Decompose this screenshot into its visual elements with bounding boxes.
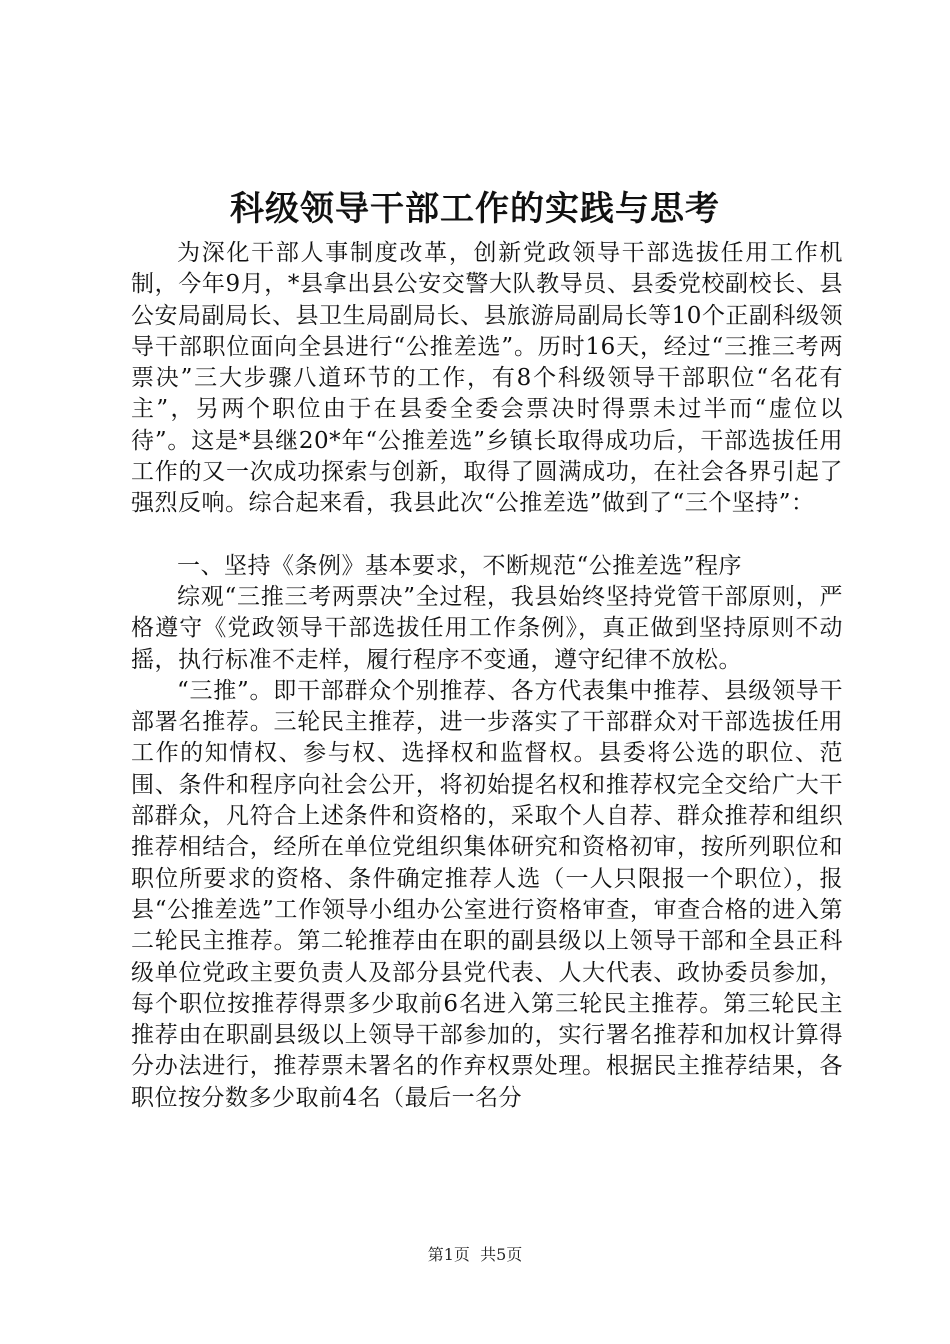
intro-paragraph: 为深化干部人事制度改革，创新党政领导干部选拔任用工作机制，今年9月，*县拿出县公安交警大队教导员、县委党校副校长、县公安局副局长、县卫生局副局长、县旅游局副局长等10个正副科级领导干部职位面向全县进行“公推差选”。历时16天，经过“三推三考两票决”三大步骤八道环节的工作，有8个科级领导干部职位“名花有主”，另两个职位由于在县委全委会票决时得票未过半而“虚位以待”。这是*县继20*年“公推差选”乡镇长取得成功后，干部选拔任用工作的又一次成功探索与创新，取得了圆满成功，在社会各界引起了强烈反响。综合起来看，我县此次“公推差选”做到了“三个坚持”： <box>131 240 843 517</box>
body-paragraph: “三推”。即干部群众个别推荐、各方代表集中推荐、县级领导干部署名推荐。三轮民主推荐，进一步落实了干部群众对干部选拔任用工作的知情权、参与权、选择权和监督权。县委将公选的职位、范围、条件和程序向社会公开，将初始提名权和推荐权完全交给广大干部群众，凡符合上述条件和资格的，采取个人自荐、群众推荐和组织推荐相结合，经所在单位党组织集体研究和资格初审，按所列职位和职位所要求的资格、条件确定推荐人选（一人只限报一个职位），报县“公推差选”工作领导小组办公室进行资格审查，审查合格的进入第二轮民主推荐。第二轮推荐由在职的副县级以上领导干部和全县正科级单位党政主要负责人及部分县党代表、人大代表、政协委员参加，每个职位按推荐得票多少取前6名进入第三轮民主推荐。第三轮民主推荐由在职副县级以上领导干部参加的，实行署名推荐和加权计算得分办法进行，推荐票未署名的作弃权票处理。根据民主推荐结果，各职位按分数多少取前4名（最后一名分 <box>131 677 843 1111</box>
page-total: 共5页 <box>480 1245 523 1264</box>
section-heading: 一、坚持《条例》基本要求，不断规范“公推差选”程序 <box>177 552 743 579</box>
page-footer <box>0 1245 950 1265</box>
document-title: 科级领导干部工作的实践与思考 <box>230 189 720 229</box>
page-number: 第1页 <box>427 1245 470 1264</box>
body-paragraph: 综观“三推三考两票决”全过程，我县始终坚持党管干部原则，严格遵守《党政领导干部选拔任用工作条例》，真正做到坚持原则不动摇，执行标准不走样，履行程序不变通，遵守纪律不放松。 <box>131 583 843 673</box>
document-body <box>131 238 843 1114</box>
